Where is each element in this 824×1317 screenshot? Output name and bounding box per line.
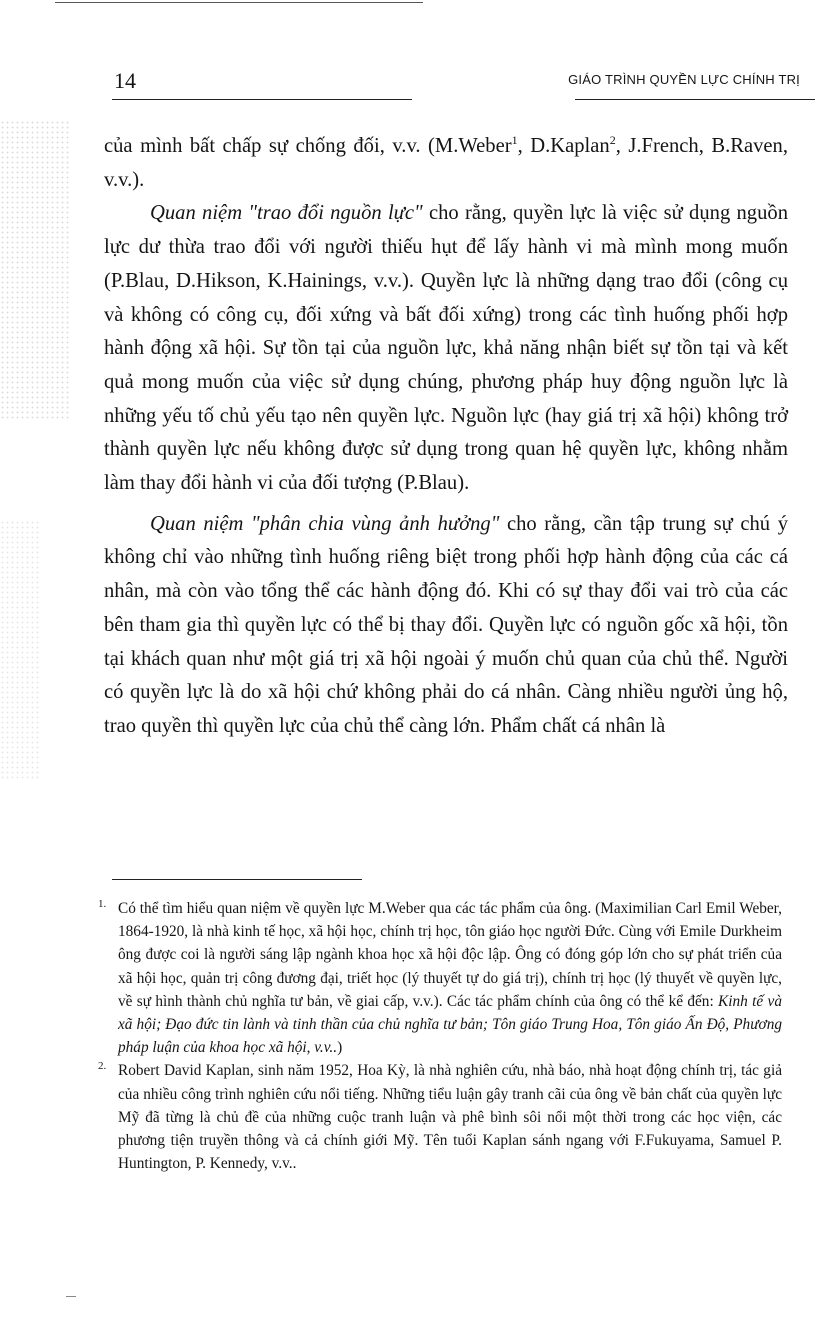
paragraph-3-text: cho rằng, cần tập trung sự chú ý không chỉ vào những tình huống riêng biệt trong phối hợp hành động của các cá nhân, mà còn vào tổng thể các hành động đó. Khi có sự thay đổi vai trò của các bên tham gia thì quyền lực có thể bị thay đổi. Quyền lực có nguồn gốc xã hội, tồn tại khách quan như một giá trị xã hội ngoài ý muốn chủ quan của chủ thể. Người có quyền lực là do xã hội chứ không phải do cá nhân. Càng nhiều người ủng hộ, trao quyền thì quyền lực của chủ thể càng lớn. Phẩm chất cá nhân là: [104, 512, 788, 737]
paragraph-1-text-a: của mình bất chấp sự chống đối, v.v. (M.Weber: [104, 135, 512, 157]
paragraph-1-text-b: , D.Kaplan: [517, 135, 610, 157]
paragraph-3: [104, 508, 788, 744]
footnote-1-mark: 1.: [98, 898, 107, 910]
footnote-1-tail: ): [337, 1039, 343, 1057]
footnote-2-mark: 2.: [98, 1060, 107, 1073]
body-text: [104, 130, 788, 744]
footnote-2-text: Robert David Kaplan, sinh năm 1952, Hoa Kỳ, là nhà nghiên cứu, nhà báo, nhà hoạt động chính trị, tác giả của nhiều công trình nghiên cứu nổi tiếng. Những tiểu luận gây tranh cãi của ông về bản chất của quyền lực Mỹ đã từng là chủ đề của những cuộc tranh luận và phê bình sôi nổi một thời trong các học viện, các phương tiện truyền thông và cả chính giới Mỹ. Tên tuổi Kaplan sánh ngang với F.Fukuyama, Samuel P. Huntington, P. Kennedy, v.v..: [118, 1062, 782, 1173]
footnote-1: [98, 897, 782, 1059]
header-rule-right: [575, 99, 815, 100]
paragraph-2: [104, 197, 788, 500]
paragraph-3-term: Quan niệm "phân chia vùng ảnh hưởng": [150, 512, 500, 535]
footnote-2: [98, 1059, 782, 1175]
scan-margin-noise: [0, 120, 70, 420]
footnote-1-text: Có thể tìm hiểu quan niệm về quyền lực M.Weber qua các tác phẩm của ông. (Maximilian Carl Emil Weber, 1864-1920, là nhà kinh tế học, xã hội học, chính trị học, tôn giáo học người Đức. Cùng với Emile Durkheim ông được coi là người sáng lập ngành khoa học xã hội độc lập. Ông có đóng góp lớn cho sự phát triển của xã hội học, quản trị công đương đại, triết học (lý thuyết tự do giá trị), chính trị học (lý thuyết về quyền lực, về sự hình thành chủ nghĩa tư bản, về giai cấp, v.v.). Các tác phẩm chính của ông có thể kể đến:: [118, 900, 782, 1010]
paragraph-2-term: Quan niệm "trao đổi nguồn lực": [150, 202, 423, 225]
footnote-ref-1[interactable]: 1: [511, 133, 518, 147]
paragraph-1-text-c: , J.French, B.Raven, v.v.).: [104, 135, 789, 191]
margin-dash: [66, 1296, 76, 1297]
footnote-1-works: Kinh tế và xã hội; Đạo đức tin lành và tinh thần của chủ nghĩa tư bản; Tôn giáo Trung Hoa, Tôn giáo Ấn Độ, Phương pháp luận của khoa học xã hội, v.v..: [118, 992, 782, 1057]
paragraph-1: [104, 130, 788, 197]
footnote-ref-2[interactable]: 2: [609, 133, 616, 147]
running-head: GIÁO TRÌNH QUYỀN LỰC CHÍNH TRỊ: [568, 72, 800, 87]
page-number: 14: [114, 68, 136, 93]
scan-top-edge-rule: [55, 2, 423, 3]
footnotes: [98, 897, 782, 1175]
header-rule-left: [112, 99, 412, 100]
paragraph-2-text: cho rằng, quyền lực là việc sử dụng nguồn lực dư thừa trao đổi với người thiếu hụt để lấy hành vi mà mình mong muốn (P.Blau, D.Hikson, K.Hainings, v.v.). Quyền lực là những dạng trao đổi (công cụ và không có công cụ, đối xứng và bất đối xứng) trong các tình huống phối hợp hành động xã hội. Sự tồn tại của nguồn lực, khả năng nhận biết sự tồn tại và kết quả mong muốn của việc sử dụng chúng, phương pháp huy động nguồn lực là những yếu tố chủ yếu tạo nên quyền lực. Nguồn lực (hay giá trị xã hội) không trở thành quyền lực nếu không được sử dụng trong quan hệ quyền lực, không nhằm làm thay đổi hành vi của đối tượng (P.Blau).: [104, 202, 788, 495]
footnote-separator-rule: [112, 879, 362, 880]
scan-margin-noise-lower: [0, 520, 40, 780]
